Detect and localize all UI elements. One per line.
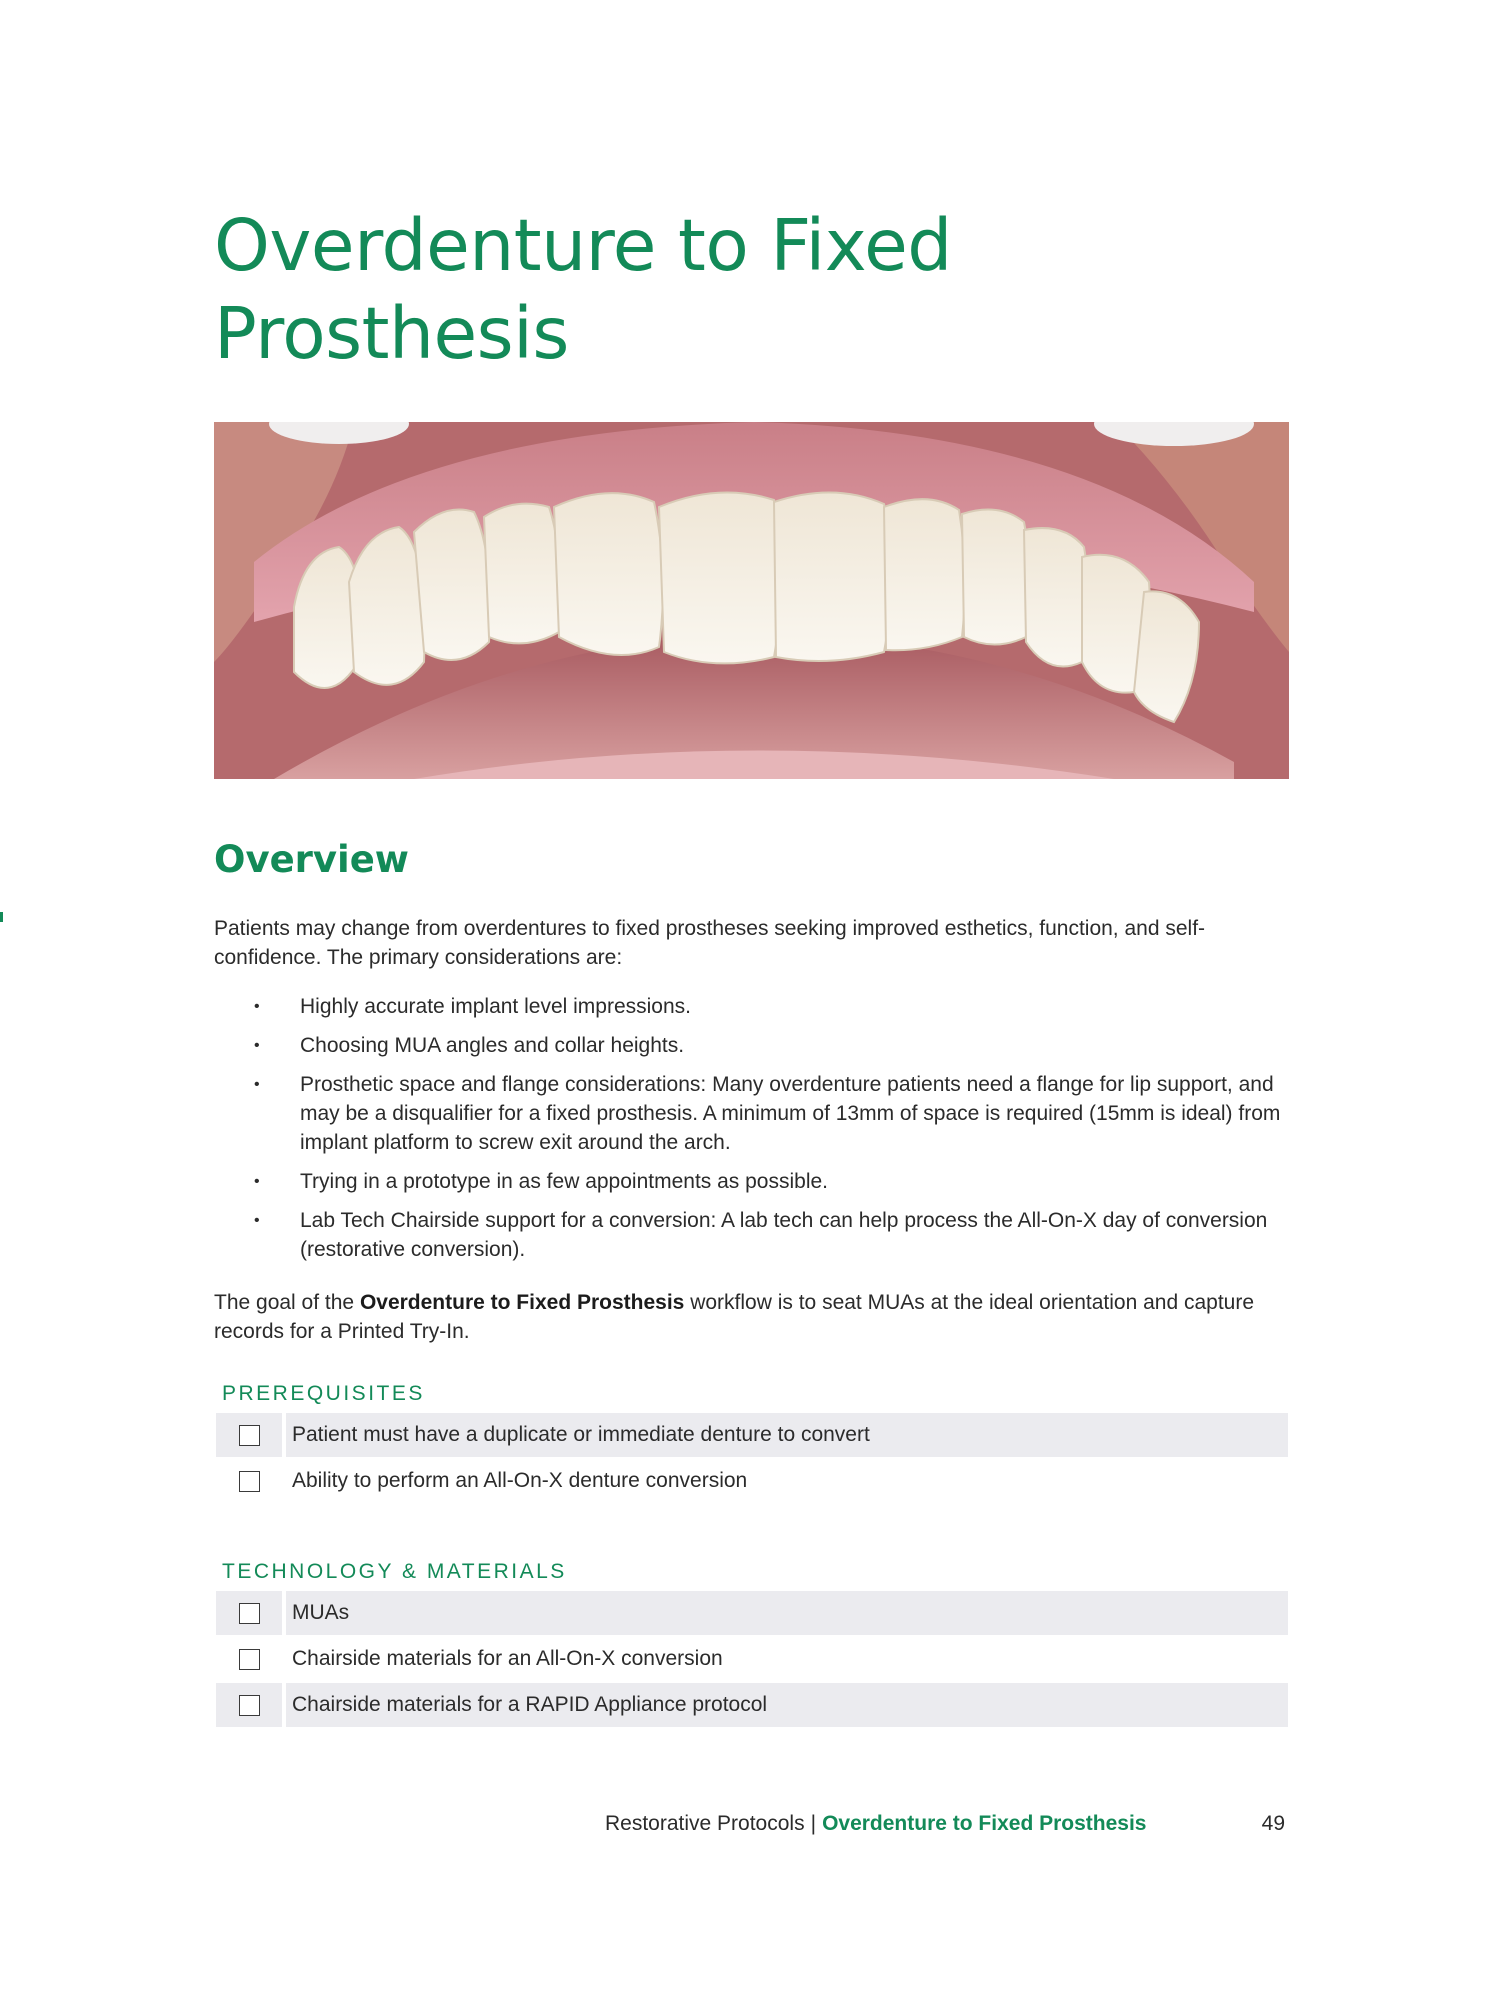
checklist-row xyxy=(216,1591,1288,1635)
page-title: Overdenture to Fixed Prosthesis xyxy=(214,204,952,375)
checklist-item-text: MUAs xyxy=(286,1591,1288,1635)
list-item-text: Prosthetic space and flange considerations: Many overdenture patients need a flange for lip support, and may be a disqualifier for a fixed prosthesis. A minimum of 13mm of space is required (15mm is ideal) from implant platform to screw exit around the arch. xyxy=(300,1073,1281,1154)
footer-chapter-name: Overdenture to Fixed Prosthesis xyxy=(822,1812,1147,1835)
checkbox-cell xyxy=(216,1683,282,1727)
goal-suffix: workflow is to seat MUAs at the ideal orientation and capture records for a Printed Try-In. xyxy=(214,1291,1254,1343)
checkbox-cell xyxy=(216,1459,282,1503)
prerequisites-heading: PREREQUISITES xyxy=(222,1382,425,1405)
clinical-photo xyxy=(214,422,1289,779)
checklist-item-text: Chairside materials for an All-On-X conversion xyxy=(292,1647,723,1670)
overview-intro: Patients may change from overdentures to fixed prostheses seeking improved esthetics, function, and self-confidence. The primary considerations are: xyxy=(214,917,1206,969)
checkbox-cell xyxy=(216,1637,282,1681)
goal-workflow-name: Overdenture to Fixed Prosthesis xyxy=(359,1291,685,1314)
checklist-item-text: Patient must have a duplicate or immediate denture to convert xyxy=(286,1413,1288,1457)
list-item xyxy=(214,992,1294,1021)
list-item xyxy=(214,1070,1294,1157)
checkbox-cell xyxy=(216,1413,282,1457)
prerequisites-checklist xyxy=(216,1413,1288,1505)
list-item-text: Trying in a prototype in as few appointments as possible. xyxy=(300,1170,829,1193)
bullet-icon: • xyxy=(254,1076,260,1093)
page-number: 49 xyxy=(1261,1812,1285,1835)
workflow-goal xyxy=(214,1288,1294,1346)
checkbox[interactable] xyxy=(239,1471,260,1492)
list-item-text: Lab Tech Chairside support for a conversion: A lab tech can help process the All-On-X day of conversion (restorative conversion). xyxy=(300,1209,1268,1261)
checklist-item-text: Chairside materials for a RAPID Appliance protocol xyxy=(286,1683,1288,1727)
footer-section-name: Restorative Protocols xyxy=(605,1812,805,1835)
list-item xyxy=(214,1031,1294,1060)
list-item-text: Choosing MUA angles and collar heights. xyxy=(300,1034,685,1057)
list-item xyxy=(214,1167,1294,1196)
checklist-row xyxy=(216,1459,1288,1503)
bullet-icon: • xyxy=(254,998,260,1015)
page-footer xyxy=(605,1812,1285,1836)
checklist-row xyxy=(216,1637,1288,1681)
checkbox[interactable] xyxy=(239,1425,260,1446)
checklist-row xyxy=(216,1683,1288,1727)
checkbox[interactable] xyxy=(239,1649,260,1670)
checkbox[interactable] xyxy=(239,1695,260,1716)
overview-heading: Overview xyxy=(214,838,409,881)
bullet-icon: • xyxy=(254,1173,260,1190)
list-item-text: Highly accurate implant level impressions. xyxy=(300,995,691,1018)
page-edge-mark xyxy=(0,912,3,922)
checkbox[interactable] xyxy=(239,1603,260,1624)
clinical-photo-image xyxy=(214,422,1289,779)
goal-prefix: The goal of the xyxy=(214,1291,360,1314)
checklist-row xyxy=(216,1413,1288,1457)
technology-materials-checklist xyxy=(216,1591,1288,1729)
technology-materials-heading: TECHNOLOGY & MATERIALS xyxy=(222,1560,567,1583)
considerations-list xyxy=(214,992,1294,1274)
bullet-icon: • xyxy=(254,1037,260,1054)
list-item xyxy=(214,1206,1294,1264)
bullet-icon: • xyxy=(254,1212,260,1229)
checklist-item-text: Ability to perform an All-On-X denture conversion xyxy=(292,1469,748,1492)
checkbox-cell xyxy=(216,1591,282,1635)
footer-separator: | xyxy=(810,1812,817,1835)
